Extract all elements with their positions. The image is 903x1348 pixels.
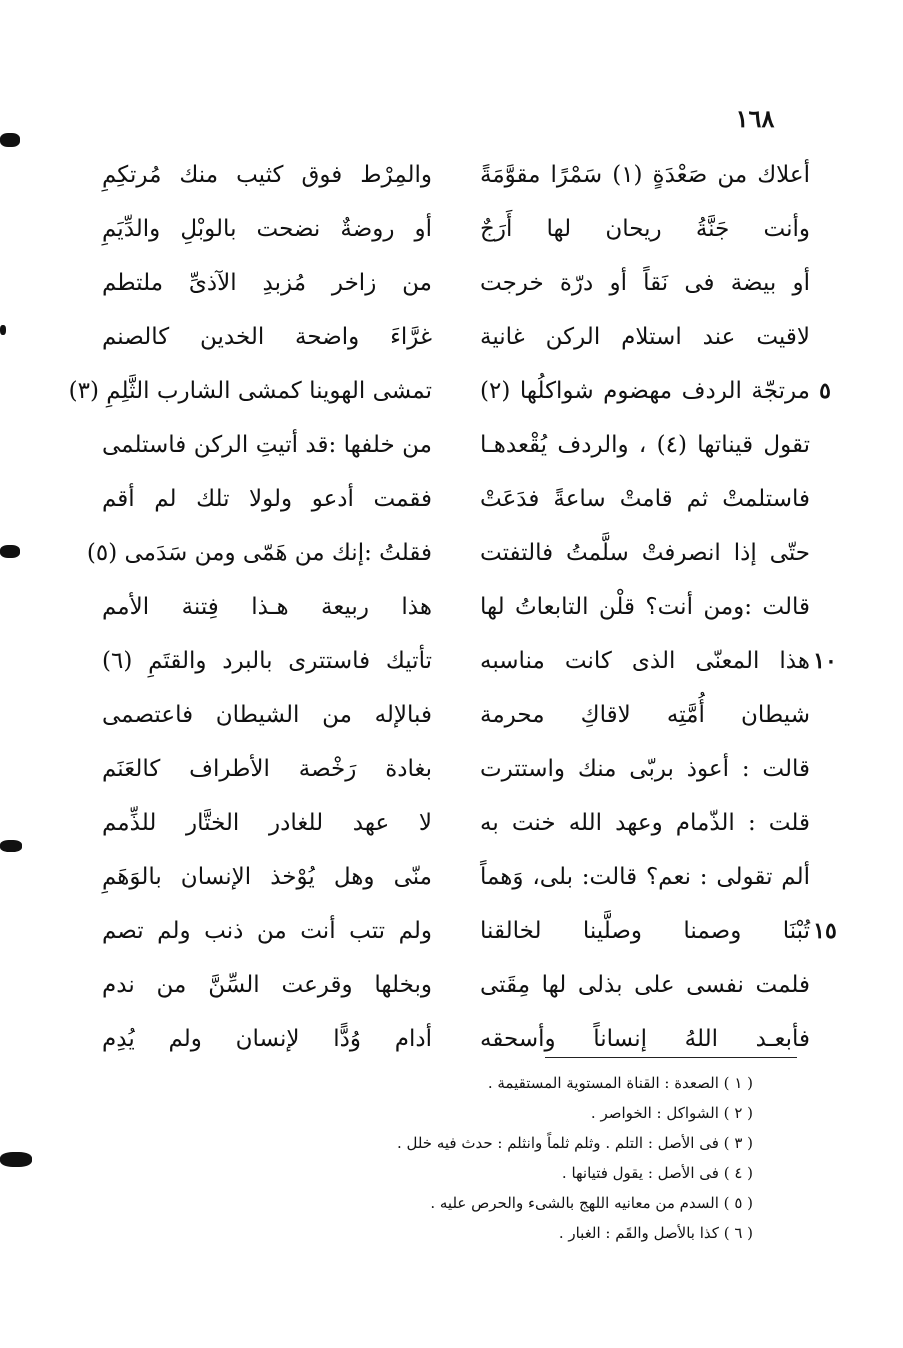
footnote: ( ٣ ) فى الأصل : التلم . وثلم ثلماً وانثلم : حدث فيه خلل . <box>396 1134 753 1152</box>
second-hemistich: هذا ربيعة هـذا فِتنة الأمم <box>102 594 432 620</box>
second-hemistich: لا عهد للغادر الختَّار للذِّمم <box>102 810 432 836</box>
first-hemistich: تقول قيناتها (٤) ، والردف يُقْعدهـا <box>480 432 810 458</box>
first-hemistich: هذا المعنّى الذى كانت مناسبه <box>480 648 810 674</box>
second-hemistich: أو روضةٌ نضحت بالوبْلِ والدِّيَمِ <box>102 216 432 242</box>
first-hemistich: شيطان أُمَّتِه لاقاكِ محرمة <box>480 702 810 728</box>
page-number: ١٦٨ <box>735 104 775 133</box>
first-hemistich: قلت : الذّمام وعهد الله خنت به <box>480 810 810 836</box>
first-hemistich: قالت : أعوذ بربّى منك واستترت <box>480 756 810 782</box>
second-hemistich: تمشى الهوينا كمشى الشارب الثَّلِمِ (٣) <box>68 378 432 404</box>
second-hemistich: من زاخر مُزبدِ الآذىِّ ملتطم <box>102 270 432 296</box>
first-hemistich: ألم تقولى : نعم؟ قالت: بلى، وَهماً <box>480 864 810 890</box>
second-hemistich: والمِرْط فوق كثيب منك مُرتكِمِ <box>102 162 432 188</box>
first-hemistich: تُبْنَا وصمنا وصلَّينا لخالقنا <box>480 918 810 944</box>
first-hemistich: وأنت جَنَّةُ ريحان لها أَرَجٌ <box>480 216 810 242</box>
verse-line <box>90 256 810 310</box>
first-hemistich: فاستلمتْ ثم قامتْ ساعةً فدَعَتْ <box>480 486 810 512</box>
verse-line <box>86 526 810 580</box>
verse-line <box>90 850 810 904</box>
verse-line <box>90 688 810 742</box>
second-hemistich: منّى وهل يُوْخذ الإنسان بالوَهَمِ <box>102 864 432 890</box>
second-hemistich: ولم تتب أنت من ذنب ولم تصم <box>102 918 432 944</box>
verse-line <box>90 742 810 796</box>
first-hemistich: فلمت نفسى على بذلى لها مِقَتى <box>480 972 810 998</box>
verse-line <box>90 472 810 526</box>
verse-line <box>90 202 810 256</box>
verse-line <box>90 634 837 688</box>
scan-edge-mark <box>0 840 22 852</box>
footnote: ( ١ ) الصعدة : القناة المستوية المستقيمة . <box>487 1074 753 1092</box>
first-hemistich: لاقيت عند استلام الركن غانية <box>480 324 810 350</box>
footnote: ( ٢ ) الشواكل : الخواصر . <box>590 1104 753 1122</box>
second-hemistich: من خلفها :قد أتيتِ الركن فاستلمى <box>102 432 432 458</box>
second-hemistich: وبخلها وقرعت السِّنَّ من ندم <box>102 972 432 998</box>
verse-number: ١٥ <box>813 918 837 944</box>
footnote: ( ٦ ) كذا بالأصل والقَم : الغبار . <box>558 1224 753 1242</box>
footnote: ( ٥ ) السدم من معانيه اللهج بالشىء والحرص عليه . <box>430 1194 753 1212</box>
verse-line <box>90 904 837 958</box>
footnote-divider <box>545 1057 797 1058</box>
verse-line <box>90 310 810 364</box>
first-hemistich: مرتجّة الردف مهضوم شواكلُها (٢) <box>480 378 810 404</box>
footnotes <box>253 1068 753 1248</box>
second-hemistich: تأتيك فاستترى بالبرد والقتَمِ (٦) <box>102 648 432 674</box>
scan-edge-mark <box>0 325 6 335</box>
verse-line <box>90 796 810 850</box>
footnote: ( ٤ ) فى الأصل : يقول فتيانها . <box>561 1164 753 1182</box>
verse-line <box>90 958 810 1012</box>
second-hemistich: غرَّاءَ واضحة الخدين كالصنم <box>102 324 432 350</box>
second-hemistich: فقلتُ :إنك من هَمّى ومن سَدَمى (٥) <box>86 540 432 566</box>
scan-edge-mark <box>0 545 20 558</box>
first-hemistich: قالت :ومن أنت؟ قلْن التابعاتُ لها <box>480 594 810 620</box>
first-hemistich: أعلاك من صَعْدَةٍ (١) سَمْرًا مقوَّمَةً <box>480 162 810 188</box>
verse-number: ١٠ <box>813 648 837 674</box>
first-hemistich: حتّى إذا انصرفتْ سلَّمتُ فالتفتت <box>480 540 810 566</box>
second-hemistich: أدام وُدًّا لإنسان ولم يُدِم <box>102 1026 432 1052</box>
scan-edge-mark <box>0 133 20 147</box>
verse-line <box>90 418 810 472</box>
verse-line <box>68 364 831 418</box>
verse-line <box>90 580 810 634</box>
second-hemistich: بغادة رَخْصة الأطراف كالعَنَم <box>102 756 432 782</box>
second-hemistich: فقمت أدعو ولولا تلك لم أقم <box>102 486 432 512</box>
second-hemistich: فبالإله من الشيطان فاعتصمى <box>102 702 432 728</box>
scan-edge-mark <box>0 1152 32 1167</box>
first-hemistich: فأبعـد اللهُ إنساناً وأسحقه <box>480 1026 810 1052</box>
first-hemistich: أو بيضة فى نَقاً أو درّة خرجت <box>480 270 810 296</box>
poem <box>68 148 837 1066</box>
verse-line <box>90 148 810 202</box>
verse-number: ٥ <box>819 378 831 404</box>
